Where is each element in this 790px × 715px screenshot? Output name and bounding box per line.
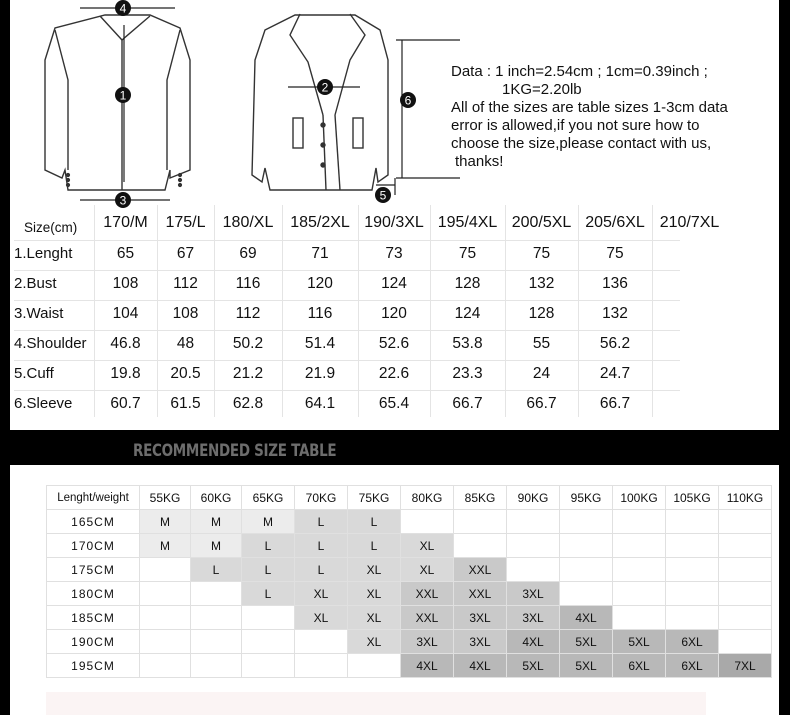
size-header: 180/XL [222,214,274,231]
recommended-size-cell: 5XL [613,630,666,654]
recommended-row [47,606,772,630]
recommended-size-cell [191,654,242,678]
recommended-size-cell: XXL [454,582,507,606]
size-value: 132 [602,305,628,322]
recommended-size-cell: L [295,558,348,582]
recommended-size-cell [507,534,560,558]
recommended-size-cell [507,510,560,534]
recommended-size-cell: L [191,558,242,582]
recommended-size-cell [242,654,295,678]
size-value: 62.8 [232,395,264,412]
size-value: 56.2 [599,335,631,352]
size-value: 75 [606,245,624,262]
recommended-size-cell: L [242,534,295,558]
recommended-row [47,630,772,654]
grid-line [652,205,653,417]
marker-1 [115,87,131,103]
recommended-size-cell [295,654,348,678]
recommended-size-cell: 3XL [401,630,454,654]
size-value: 112 [235,305,261,322]
size-value: 20.5 [170,365,201,382]
weight-header: 75KG [348,486,401,510]
size-row-label: 3.Waist [14,305,64,322]
weight-header: 105KG [666,486,719,510]
recommended-size-cell: 3XL [507,582,560,606]
recommended-size-cell [454,534,507,558]
size-value: 75 [458,245,477,262]
recommended-size-cell [560,534,613,558]
size-value: 64.1 [304,395,336,412]
size-value: 128 [528,305,555,322]
recommended-size-cell [719,630,772,654]
weight-header: 60KG [191,486,242,510]
size-row-label: 5.Cuff [14,365,54,382]
recommended-size-cell: 6XL [666,630,719,654]
weight-header: 65KG [242,486,295,510]
size-value: 112 [173,275,198,292]
size-value: 120 [307,275,333,292]
size-value: 66.7 [452,395,483,412]
recommended-size-cell: XL [348,606,401,630]
size-value: 116 [235,275,261,292]
svg-text:3: 3 [119,193,127,208]
recommended-size-cell: 3XL [507,606,560,630]
size-header: 190/3XL [364,214,424,231]
marker-2 [317,79,333,95]
recommended-size-cell: XL [401,534,454,558]
recommended-size-cell: XXL [454,558,507,582]
marker-3 [115,192,131,208]
recommended-size-cell [719,510,772,534]
size-value: 24 [532,365,551,382]
weight-header: 110KG [719,486,772,510]
size-value: 108 [112,275,139,292]
recommended-size-table [46,485,772,678]
size-row-label: 2.Bust [14,275,57,292]
recommended-size-cell [613,558,666,582]
svg-text:6: 6 [404,93,412,108]
recommended-size-cell [613,534,666,558]
height-label: 180CM [47,582,140,606]
size-header: 185/2XL [290,214,350,231]
recommended-header-row [47,486,772,510]
recommended-size-cell [140,630,191,654]
note-line: Data : 1 inch=2.54cm ; 1cm=0.39inch ; [451,63,708,80]
recommended-size-cell: 6XL [666,654,719,678]
size-value: 53.8 [452,335,483,352]
note-line: thanks! [455,153,504,170]
recommended-size-cell: L [242,582,295,606]
recommended-corner: Lenght/weight [47,486,140,510]
svg-text:5: 5 [379,188,387,203]
recommended-size-cell: XL [401,558,454,582]
recommended-size-cell: 5XL [560,630,613,654]
recommended-row [47,582,772,606]
recommended-size-cell [719,558,772,582]
size-value: 23.3 [452,365,483,382]
size-row-label: 4.Shoulder [14,335,87,352]
size-value: 124 [381,275,407,292]
recommended-size-cell: XL [348,558,401,582]
recommended-size-cell [560,510,613,534]
size-value: 128 [454,275,481,292]
recommended-size-cell [140,606,191,630]
recommended-size-cell: XL [295,606,348,630]
recommended-size-cell: M [191,534,242,558]
recommended-size-cell [454,510,507,534]
bottom-strip [46,692,706,715]
recommended-size-cell [719,606,772,630]
recommended-size-cell [613,582,666,606]
recommended-size-cell [242,630,295,654]
grid-line [14,330,680,331]
recommended-size-cell [719,534,772,558]
note-line: All of the sizes are table sizes 1-3cm data [451,99,728,116]
size-value: 71 [311,245,329,262]
recommended-size-cell [348,654,401,678]
recommended-size-cell [401,510,454,534]
note-line: 1KG=2.20lb [502,81,582,98]
marker-5 [375,187,391,203]
size-header: 175/L [165,214,206,231]
height-label: 175CM [47,558,140,582]
weight-header: 100KG [613,486,666,510]
recommended-size-cell: 4XL [560,606,613,630]
banner-title: RECOMMENDED SIZE TABLE [133,441,337,461]
recommended-size-cell: L [295,510,348,534]
recommended-size-cell: 7XL [719,654,772,678]
coat-back-measure-lines [80,8,175,200]
svg-text:1: 1 [119,88,127,103]
recommended-size-cell: 4XL [454,654,507,678]
size-value: 124 [454,305,481,322]
recommended-size-cell: L [295,534,348,558]
size-value: 66.7 [526,395,557,412]
size-value: 52.6 [378,335,410,352]
size-value: 22.6 [378,365,410,382]
recommended-size-cell [140,558,191,582]
grid-line [14,390,680,391]
recommended-size-cell [191,630,242,654]
grid-line [14,240,680,241]
recommended-size-cell: XL [295,582,348,606]
recommended-size-cell [295,630,348,654]
recommended-size-cell [560,558,613,582]
size-value: 75 [532,245,551,262]
size-value: 65 [116,245,135,262]
size-value: 132 [528,275,555,292]
recommended-row [47,654,772,678]
size-value: 24.7 [599,365,631,382]
recommended-size-cell: XXL [401,582,454,606]
size-value: 60.7 [110,395,141,412]
recommended-size-cell: 4XL [401,654,454,678]
size-value: 67 [176,245,195,262]
size-header: 195/4XL [437,214,498,231]
size-value: 120 [381,305,407,322]
size-value: 61.5 [170,395,201,412]
recommended-size-cell: L [348,510,401,534]
recommended-size-cell [719,582,772,606]
size-value: 51.4 [304,335,336,352]
note-line: choose the size,please contact with us, [451,135,712,152]
size-value: 73 [385,245,403,262]
coat-front-illustration [252,14,388,190]
grid-line [14,300,680,301]
grid-line [14,360,680,361]
recommended-size-cell: XXL [401,606,454,630]
size-header: 210/7XL [659,214,720,231]
recommended-size-cell [140,654,191,678]
recommended-size-cell: L [242,558,295,582]
weight-header: 90KG [507,486,560,510]
size-row-label: 6.Sleeve [14,395,73,412]
weight-header: 85KG [454,486,507,510]
banner-band [10,430,779,465]
recommended-size-cell [666,582,719,606]
recommended-size-cell [613,510,666,534]
recommended-size-cell [191,606,242,630]
size-header: 205/6XL [585,214,645,231]
recommended-size-cell [140,582,191,606]
recommended-size-cell: L [348,534,401,558]
recommended-row [47,534,772,558]
recommended-size-cell [666,510,719,534]
recommended-size-cell: M [140,534,191,558]
recommended-size-cell: 3XL [454,606,507,630]
size-value: 116 [307,305,333,322]
size-value: 19.8 [110,365,141,382]
marker-6 [400,92,416,108]
recommended-size-cell [666,606,719,630]
recommended-size-cell [560,582,613,606]
height-label: 185CM [47,606,140,630]
size-header: 200/5XL [511,214,572,231]
note-line: error is allowed,if you not sure how to [451,117,700,134]
weight-header: 55KG [140,486,191,510]
recommended-size-cell: 4XL [507,630,560,654]
recommended-size-cell: 5XL [507,654,560,678]
coat-front-measure-lines [288,40,460,195]
measurement-note [451,63,771,171]
size-value: 21.9 [304,365,336,382]
height-label: 170CM [47,534,140,558]
recommended-row [47,510,772,534]
coat-back-illustration [45,15,190,190]
size-value: 69 [239,245,257,262]
marker-4 [115,0,131,16]
size-value: 48 [176,335,195,352]
size-value: 65.4 [378,395,410,412]
recommended-size-cell [666,534,719,558]
size-value: 50.2 [232,335,264,352]
recommended-size-cell: XL [348,630,401,654]
weight-header: 70KG [295,486,348,510]
height-label: 195CM [47,654,140,678]
size-value: 46.8 [110,335,141,352]
recommended-size-cell [613,606,666,630]
size-row-label: 1.Lenght [14,245,73,262]
grid-line [14,270,680,271]
size-value: 108 [172,305,199,322]
height-label: 190CM [47,630,140,654]
size-value: 21.2 [232,365,264,382]
recommended-size-cell: 6XL [613,654,666,678]
size-header: 170/M [103,214,148,231]
size-chart-panel [10,0,779,430]
recommended-size-cell: M [242,510,295,534]
recommended-size-cell [242,606,295,630]
recommended-size-cell: M [140,510,191,534]
weight-header: 80KG [401,486,454,510]
size-table-corner: Size(cm) [24,220,78,235]
weight-header: 95KG [560,486,613,510]
recommended-size-cell: M [191,510,242,534]
recommended-size-cell: 5XL [560,654,613,678]
size-value: 104 [112,305,139,322]
recommended-row [47,558,772,582]
recommended-panel [10,465,779,715]
height-label: 165CM [47,510,140,534]
recommended-size-cell [666,558,719,582]
recommended-size-cell [191,582,242,606]
size-value: 55 [532,335,551,352]
svg-text:2: 2 [321,80,329,95]
recommended-size-cell: 3XL [454,630,507,654]
recommended-size-cell [507,558,560,582]
svg-text:4: 4 [119,1,127,16]
size-value: 136 [602,275,628,292]
measurement-markers [115,0,416,208]
size-value: 66.7 [599,395,631,412]
recommended-size-cell: XL [348,582,401,606]
